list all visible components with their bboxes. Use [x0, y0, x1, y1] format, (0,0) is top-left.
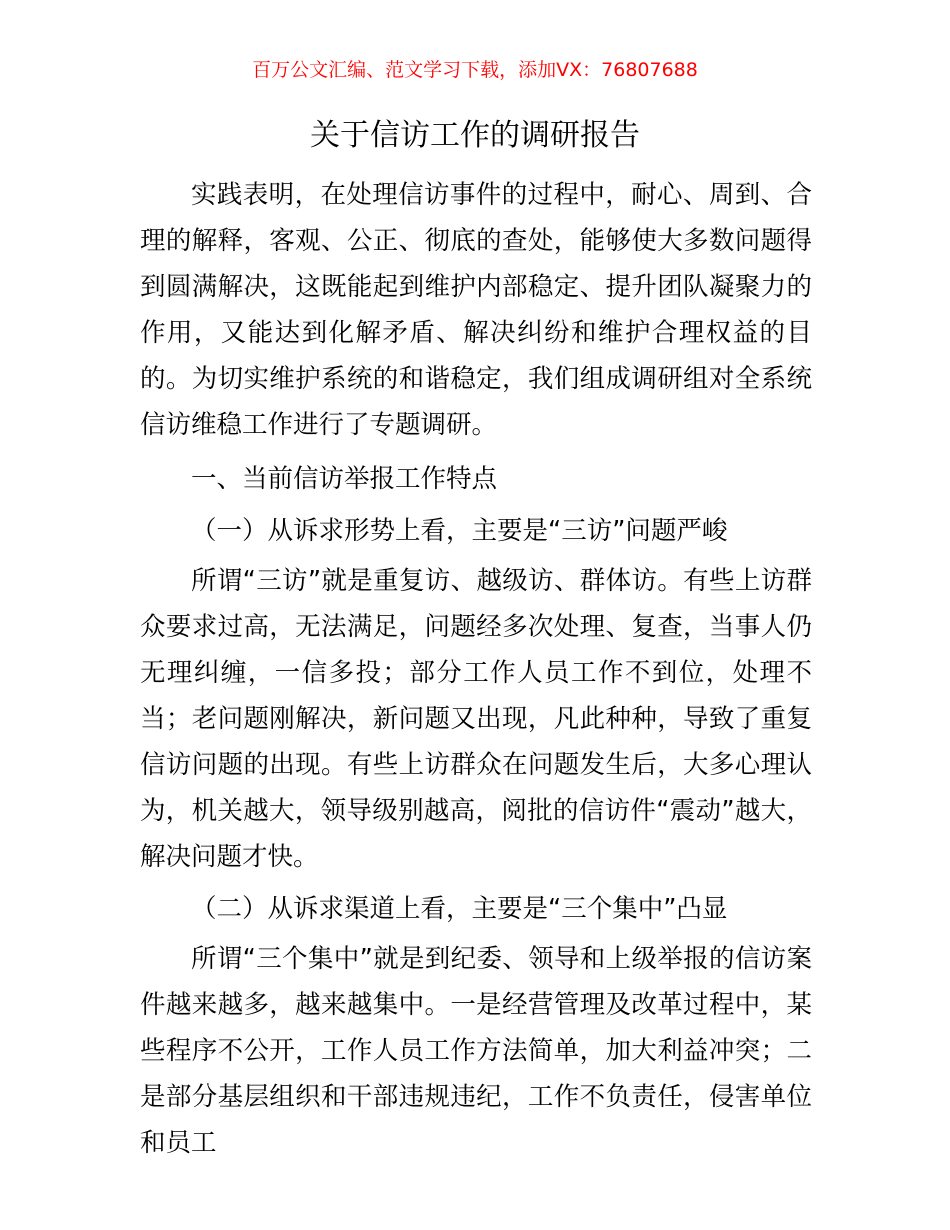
subsection-heading-2: （二）从诉求渠道上看，主要是“三个集中”凸显 — [191, 894, 728, 924]
body-paragraph-1: 所谓“三访”就是重复访、越级访、群体访。有些上访群众要求过高，无法满足，问题经多次处理、复查，当事人仍无理纠缠，一信多投；部分工作人员工作不到位，处理不当；老问题刚解决，新问题又出现，凡此种种，导致了重复信访问题的出现。有些上访群众在问题发生后，大多心理认为，机关越大，领导级别越高，阅批的信访件“震动”越大，解决问题才快。 — [140, 566, 812, 872]
header-note: 百万公文汇编、范文学习下载，添加VX：76807688 — [252, 59, 698, 81]
subsection-heading-1: （一）从诉求形势上看，主要是“三访”问题严峻 — [191, 516, 728, 546]
document-body — [140, 172, 812, 1166]
body-paragraph-2: 所谓“三个集中”就是到纪委、领导和上级举报的信访案件越来越多，越来越集中。一是经营管理及改革过程中，某些程序不公开，工作人员工作方法简单，加大利益冲突；二是部分基层组织和干部违规违纪，工作不负责任，侵害单位和员工 — [140, 944, 812, 1158]
intro-paragraph: 实践表明，在处理信访事件的过程中，耐心、周到、合理的解释，客观、公正、彻底的查处，能够使大多数问题得到圆满解决，这既能起到维护内部稳定、提升团队凝聚力的作用，又能达到化解矛盾、解决纠纷和维护合理权益的目的。为切实维护系统的和谐稳定，我们组成调研组对全系统信访维稳工作进行了专题调研。 — [140, 180, 812, 440]
page-title: 关于信访工作的调研报告 — [310, 118, 640, 153]
section-heading: 一、当前信访举报工作特点 — [191, 464, 498, 494]
